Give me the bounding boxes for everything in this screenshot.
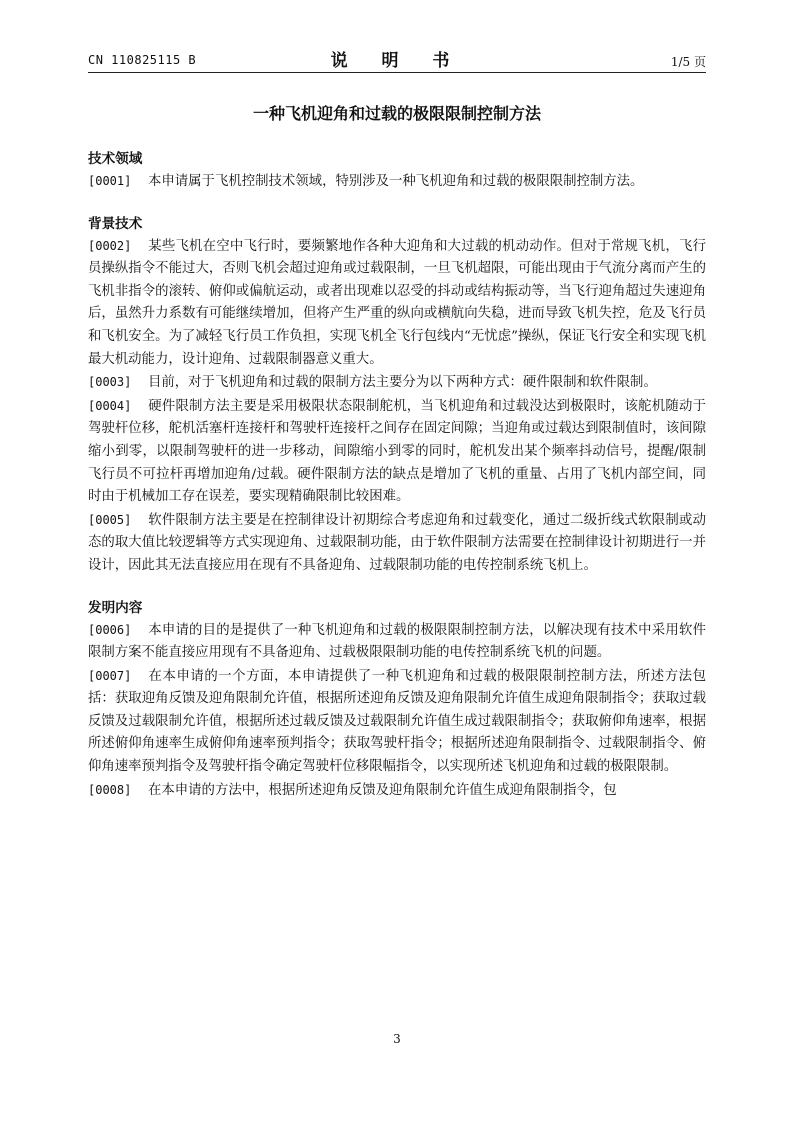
paragraph-number: [0002] <box>88 238 132 253</box>
paragraph <box>88 235 706 372</box>
section-summary <box>88 597 706 803</box>
section-technical-field <box>88 148 706 194</box>
document-type-label: 说 明 书 <box>330 51 464 71</box>
document-body <box>88 148 706 802</box>
paragraph-number: [0001] <box>88 174 132 188</box>
page-number: 3 <box>393 1032 401 1046</box>
page-indicator: 1/5 页 <box>670 55 706 69</box>
paragraph <box>88 509 706 578</box>
section-heading: 技术领域 <box>88 151 143 167</box>
paragraph <box>88 395 706 509</box>
paragraph <box>88 779 706 803</box>
paragraph-text: 目前，对于飞机迎角和过载的限制方法主要分为以下两种方式：硬件限制和软件限制。 <box>148 375 657 391</box>
paragraph-number: [0007] <box>88 668 132 683</box>
paragraph <box>88 170 706 194</box>
paragraph-text: 本申请属于飞机控制技术领域，特别涉及一种飞机迎角和过载的极限限制控制方法。 <box>148 174 644 189</box>
document-title: 一种飞机迎角和过载的极限限制控制方法 <box>252 104 541 123</box>
section-gap <box>88 578 706 597</box>
patent-number: CN 110825115 B <box>88 53 197 67</box>
paragraph-text: 软件限制方法主要是在控制律设计初期综合考虑迎角和过载变化，通过二级折线式软限制或动态的取大值比较逻辑等方式实现迎角、过载限制功能，由于软件限制方法需要在控制律设计初期进行一并设计，因此其无法直接应用在现有不具备迎角、过载限制功能的电传控制系统飞机上。 <box>88 512 706 573</box>
header-rule <box>88 72 706 73</box>
paragraph-number: [0005] <box>88 512 132 527</box>
section-background <box>88 213 706 578</box>
paragraph-number: [0008] <box>88 782 132 797</box>
paragraph-text: 在本申请的一个方面，本申请提供了一种飞机迎角和过载的极限限制控制方法，所述方法包括：获取迎角反馈及迎角限制允许值，根据所述迎角反馈及迎角限制允许值生成迎角限制指令；获取过载反馈及过载限制允许值，根据所述过载反馈及过载限制允许值生成过载限制指令；获取俯仰角速率，根据所述俯仰角速率生成俯仰角速率预判指令；获取驾驶杆指令；根据所述迎角限制指令、过载限制指令、俯仰角速率预判指令及驾驶杆指令确定驾驶杆位移限幅指令，以实现所述飞机迎角和过载的极限限制。 <box>88 668 706 775</box>
paragraph-text: 硬件限制方法主要是采用极限状态限制舵机，当飞机迎角和过载没达到极限时，该舵机随动于驾驶杆位移，舵机活塞杆连接杆和驾驶杆连接杆之间存在固定间隙；当迎角或过载达到限制值时，该间隙缩小到零，以限制驾驶杆的进一步移动，间隙缩小到零的同时，舵机发出某个频率抖动信号，提醒/限制飞行员不可拉杆再增加迎角/过载。硬件限制方法的缺点是增加了飞机的重量、占用了飞机内部空间，同时由于机械加工存在误差，要实现精确限制比较困难。 <box>88 398 706 505</box>
paragraph-text: 某些飞机在空中飞行时，要频繁地作各种大迎角和大过载的机动动作。但对于常规飞机，飞行员操纵指令不能过大，否则飞机会超过迎角或过载限制，一旦飞机超限，可能出现由于气流分离而产生的飞机非指令的滚转、俯仰或偏航运动，或者出现难以忍受的抖动或结构振动等，当飞行迎角超过失速迎角后，虽然升力系数有可能继续增加，但将产生严重的纵向或横航向失稳，进而导致飞机失控，危及飞行员和飞机安全。为了减轻飞行员工作负担，实现飞机全飞行包线内“无忧虑”操纵，保证飞行安全和实现飞机最大机动能力，设计迎角、过载限制器意义重大。 <box>88 238 706 367</box>
paragraph <box>88 665 706 779</box>
section-heading: 发明内容 <box>88 599 143 616</box>
paragraph-text: 在本申请的方法中，根据所述迎角反馈及迎角限制允许值生成迎角限制指令，包 <box>148 782 617 798</box>
paragraph-number: [0003] <box>88 375 132 390</box>
paragraph <box>88 371 706 395</box>
paragraph-number: [0006] <box>88 622 132 637</box>
section-gap <box>88 194 706 213</box>
paragraph-text: 本申请的目的是提供了一种飞机迎角和过载的极限限制控制方法，以解决现有技术中采用软件限制方案不能直接应用现有不具备迎角、过载极限限制功能的电传控制系统飞机的问题。 <box>88 622 706 661</box>
section-heading: 背景技术 <box>88 215 143 232</box>
paragraph <box>88 619 706 665</box>
paragraph-number: [0004] <box>88 398 132 413</box>
